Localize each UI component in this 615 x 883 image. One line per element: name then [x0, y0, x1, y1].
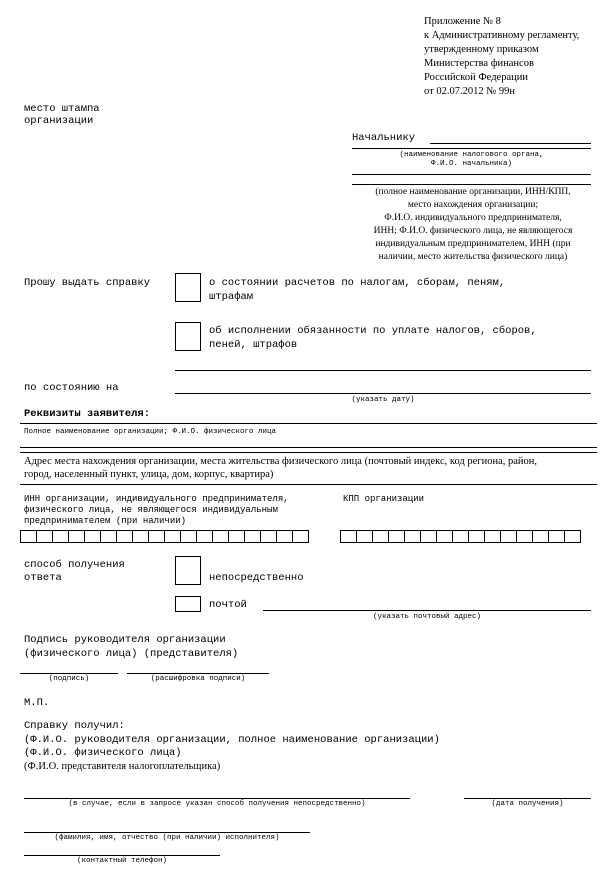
kpp-label: КПП организации	[343, 494, 425, 504]
applicant-field-line[interactable]	[352, 174, 591, 175]
applicant-hint: ИНН; Ф.И.О. физического лица, не являющегося	[373, 226, 573, 236]
phone-hint: (контактный телефон)	[76, 857, 167, 865]
as-of-hint: (указать дату)	[351, 396, 415, 404]
to-chief-hint: (наименование налогового органа,	[399, 151, 544, 159]
inn-label: физического лица, не являющегося индивидуальным	[24, 505, 278, 515]
inn-cell[interactable]	[164, 530, 181, 543]
inn-cell[interactable]	[212, 530, 229, 543]
kpp-cell[interactable]	[404, 530, 421, 543]
kpp-cell[interactable]	[388, 530, 405, 543]
delivery-label: способ получения	[24, 559, 125, 571]
checkbox-settlements[interactable]	[175, 273, 201, 302]
request-label: Прошу выдать справку	[24, 277, 151, 289]
inn-cell[interactable]	[52, 530, 69, 543]
applicant-hint: Ф.И.О. индивидуального предпринимателя,	[384, 213, 562, 223]
inn-cell[interactable]	[116, 530, 133, 543]
applicant-hint: (полное наименование организации, ИНН/КПП,	[375, 187, 571, 197]
inn-cell[interactable]	[292, 530, 309, 543]
kpp-cell[interactable]	[340, 530, 357, 543]
received-line: (Ф.И.О. руководителя организации, полное наименование организации)	[24, 734, 440, 746]
option-obligation-label: об исполнении обязанности по уплате налогов, сборов,	[209, 325, 537, 337]
mail-address-field[interactable]	[263, 610, 591, 611]
inn-cell[interactable]	[244, 530, 261, 543]
appendix-line: от 02.07.2012 № 99н	[424, 86, 515, 97]
mail-address-hint: (указать почтовый адрес)	[372, 613, 482, 621]
executor-hint: (фамилия, имя, отчество (при наличии) исполнителя)	[54, 834, 280, 842]
received-line: (Ф.И.О. физического лица)	[24, 747, 182, 759]
kpp-cell[interactable]	[436, 530, 453, 543]
kpp-cell[interactable]	[420, 530, 437, 543]
address-label: Адрес места нахождения организации, места жительства физического лица (почтовый индекс, код региона, район,	[24, 456, 538, 467]
inn-cell[interactable]	[20, 530, 37, 543]
phone-field[interactable]	[24, 855, 220, 856]
inn-cell[interactable]	[148, 530, 165, 543]
receipt-date-field[interactable]	[464, 798, 591, 799]
kpp-cell[interactable]	[564, 530, 581, 543]
separator-line	[175, 370, 591, 371]
option-settlements-label: о состоянии расчетов по налогам, сборам, пеням,	[209, 277, 506, 289]
to-chief-field[interactable]	[430, 143, 591, 144]
inn-label: ИНН организации, индивидуального предпринимателя,	[24, 494, 289, 504]
kpp-cell[interactable]	[484, 530, 501, 543]
appendix-line: к Административному регламенту,	[424, 30, 580, 41]
address-label: город, населенный пункт, улица, дом, корпус, квартира)	[24, 469, 274, 480]
option-direct-label: непосредственно	[209, 572, 304, 584]
name-hint: Полное наименование организации; Ф.И.О. физического лица	[24, 428, 277, 436]
name-field-line[interactable]	[20, 447, 597, 448]
name-field[interactable]	[20, 423, 597, 424]
inn-cell[interactable]	[132, 530, 149, 543]
kpp-cell[interactable]	[500, 530, 517, 543]
to-chief-label: Начальнику	[352, 132, 416, 144]
inn-cell[interactable]	[68, 530, 85, 543]
to-chief-field-line[interactable]	[352, 148, 591, 149]
stamp-label: организации	[24, 115, 94, 127]
received-line: (Ф.И.О. представителя налогоплательщика)	[24, 761, 221, 772]
stamp-label: место штампа	[24, 103, 100, 115]
option-settlements-label: штрафам	[209, 291, 254, 303]
to-chief-hint: Ф.И.О. начальника)	[430, 160, 512, 168]
kpp-cell[interactable]	[548, 530, 565, 543]
kpp-cell[interactable]	[452, 530, 469, 543]
signature-title: (физического лица) (представителя)	[24, 648, 239, 660]
kpp-cells[interactable]	[340, 530, 580, 543]
address-field[interactable]	[20, 484, 597, 485]
option-mail-label: почтой	[209, 599, 247, 611]
name-field-line[interactable]	[20, 452, 597, 453]
appendix-line: утвержденному приказом	[424, 44, 539, 55]
signature-decode-field[interactable]	[127, 673, 269, 674]
direct-receipt-hint: (в случае, если в запросе указан способ получения непосредственно)	[68, 800, 366, 808]
appendix-line: Приложение № 8	[424, 16, 501, 27]
direct-receipt-field[interactable]	[24, 798, 410, 799]
as-of-date-field[interactable]	[175, 393, 591, 394]
kpp-cell[interactable]	[356, 530, 373, 543]
inn-cell[interactable]	[196, 530, 213, 543]
kpp-cell[interactable]	[532, 530, 549, 543]
inn-cell[interactable]	[180, 530, 197, 543]
requisites-title: Реквизиты заявителя:	[24, 408, 151, 420]
signature-hint: (подпись)	[48, 675, 90, 683]
as-of-label: по состоянию на	[24, 382, 119, 394]
inn-cells[interactable]	[20, 530, 308, 543]
signature-title: Подпись руководителя организации	[24, 634, 226, 646]
applicant-hint: индивидуальным предпринимателем, ИНН (при	[375, 239, 571, 249]
inn-cell[interactable]	[276, 530, 293, 543]
inn-cell[interactable]	[84, 530, 101, 543]
inn-cell[interactable]	[100, 530, 117, 543]
checkbox-obligation[interactable]	[175, 322, 201, 351]
received-title: Справку получил:	[24, 720, 125, 732]
signature-decode-hint: (расшифровка подписи)	[150, 675, 246, 683]
delivery-label: ответа	[24, 572, 62, 584]
appendix-line: Российской Федерации	[424, 72, 528, 83]
receipt-date-hint: (дата получения)	[491, 800, 564, 808]
inn-cell[interactable]	[36, 530, 53, 543]
kpp-cell[interactable]	[516, 530, 533, 543]
applicant-hint: наличии, место жительства физического лица)	[378, 252, 568, 262]
inn-cell[interactable]	[260, 530, 277, 543]
checkbox-direct[interactable]	[175, 556, 201, 585]
option-obligation-label: пеней, штрафов	[209, 339, 298, 351]
inn-cell[interactable]	[228, 530, 245, 543]
applicant-field-line[interactable]	[352, 184, 591, 185]
applicant-hint: место нахождения организации;	[407, 200, 539, 210]
inn-label: предпринимателем (при наличии)	[24, 516, 187, 526]
signature-field[interactable]	[20, 673, 118, 674]
kpp-cell[interactable]	[468, 530, 485, 543]
appendix-line: Министерства финансов	[424, 58, 534, 69]
executor-field[interactable]	[24, 832, 310, 833]
seal-label: М.П.	[24, 697, 50, 709]
kpp-cell[interactable]	[372, 530, 389, 543]
checkbox-mail[interactable]	[175, 596, 201, 612]
